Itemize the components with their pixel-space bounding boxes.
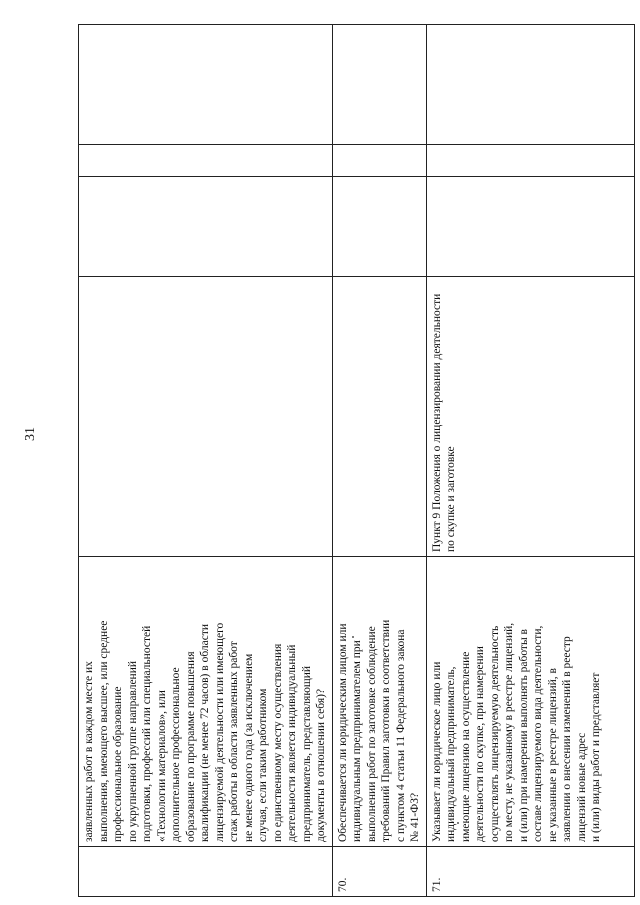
basis-text: Пункт 9 Положения о лицензировании деятельности по скупке и заготовке: [430, 293, 457, 552]
question-cell: [79, 557, 333, 847]
checklist-table: [78, 24, 635, 897]
rotated-table-container: [78, 25, 620, 897]
answer-no-cell: [426, 145, 634, 177]
answer-no-cell: [79, 145, 333, 177]
row-number: 71.: [430, 877, 443, 892]
question-cell: [332, 557, 426, 847]
page-number: 31: [23, 427, 38, 441]
table-row: [79, 25, 333, 897]
answer-yes-cell: [332, 177, 426, 277]
note-cell: [332, 25, 426, 145]
basis-cell: [332, 277, 426, 557]
question-text: Указывает ли юридическое лицо или индивидуальный предприниматель, имеющие лицензию на осуществление деятельности по скупке, при намерении осуществлять лицензируемую деятельность по месту, не указанному в реестре лицензий, и (или) при намерении выполнять работы в составе лицензируемого вида деятельности, не указанные в реестре лицензий, в заявлении о внесении изменений в реестр лицензий новые адрес и (или) виды работ и представляет: [430, 622, 602, 842]
row-number: 70.: [336, 877, 349, 892]
basis-cell: [79, 277, 333, 557]
row-number-cell: [426, 847, 634, 897]
note-cell: [426, 25, 634, 145]
basis-cell: [426, 277, 634, 557]
table-row: [426, 25, 634, 897]
question-cell: [426, 557, 634, 847]
answer-yes-cell: [426, 177, 634, 277]
note-cell: [79, 25, 333, 145]
row-number-cell: [79, 847, 333, 897]
answer-no-cell: [332, 145, 426, 177]
question-text: Обеспечивается ли юридическим лицом или индивидуальным предпринимателем при выполнении работ по заготовке соблюдение требований Правил заготовки в соответствии с пунктом 4 статьи 11 Федерального закона № 41-ФЗ?: [336, 619, 421, 842]
table-row: [332, 25, 426, 897]
answer-yes-cell: [79, 177, 333, 277]
row-number-cell: [332, 847, 426, 897]
question-text: заявленных работ в каждом месте их выполнения, имеющего высшее, или среднее профессиональное образование по укрупненной группе направлений подготовки, профессий или специальностей «Технологии материалов», или дополнительное профессиональное образование по программе повышения квалификации (не менее 72 часов) в области лицензируемой деятельности или имеющего стаж работы в области заявленных работ не менее одного года (за исключением случая, если таким работником по единственному месту осуществления деятельности является индивидуальный предприниматель, представляющий документы в отношении себя)?: [83, 620, 327, 842]
